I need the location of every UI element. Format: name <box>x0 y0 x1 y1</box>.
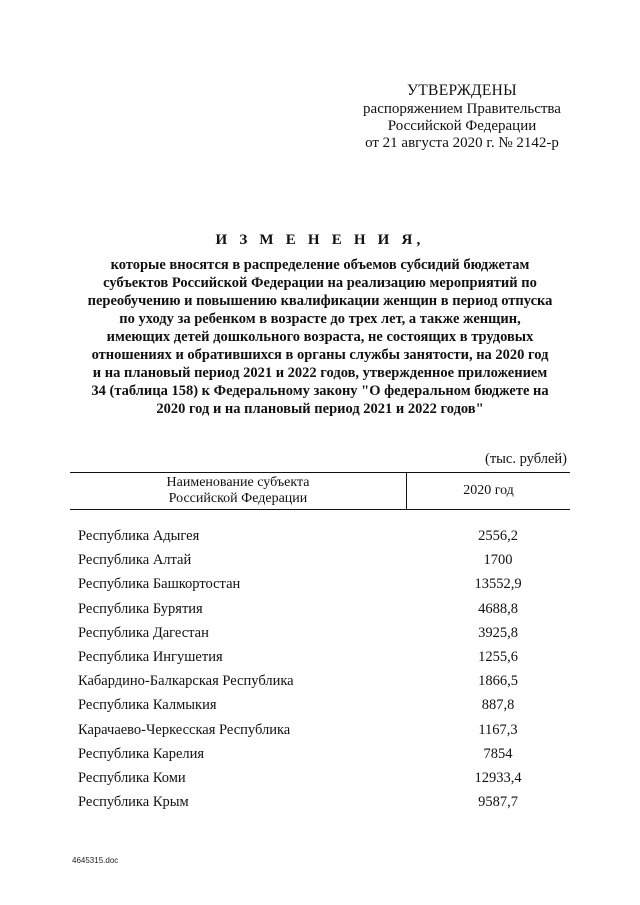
header-year: 2020 год <box>463 483 514 498</box>
title-line: и на плановый период 2021 и 2022 годов, утвержденное приложением <box>92 365 548 381</box>
region-value: 887,8 <box>481 697 515 714</box>
region-name: Республика Ингушетия <box>78 648 223 665</box>
header-region-name <box>70 473 407 509</box>
region-value: 12933,4 <box>474 769 522 786</box>
table-row <box>78 792 570 816</box>
region-name: Республика Калмыкия <box>78 697 217 714</box>
title-line: 2020 год и на плановый период 2021 и 2022 годов" <box>156 401 484 417</box>
region-value: 9587,7 <box>478 794 518 811</box>
approval-line-3: от 21 августа 2020 г. № 2142-р <box>365 135 559 151</box>
header-region-line-1: Наименование субъекта <box>166 475 310 490</box>
document-title <box>62 232 578 418</box>
region-name: Карачаево-Черкесская Республика <box>78 721 291 738</box>
title-line: переобучению и повышению квалификации женщин в период отпуска <box>87 293 553 309</box>
approval-line-2: Российской Федерации <box>387 118 537 134</box>
region-name: Республика Алтай <box>78 552 192 569</box>
document-file-reference: 4645315.doc <box>72 856 119 865</box>
table-row <box>78 671 570 695</box>
region-value: 13552,9 <box>474 576 522 593</box>
region-value: 1255,6 <box>478 648 518 665</box>
region-value: 7854 <box>483 745 513 762</box>
region-value: 4688,8 <box>478 600 518 617</box>
region-name: Республика Дагестан <box>78 624 209 641</box>
region-value: 1866,5 <box>478 673 518 690</box>
table-header <box>70 472 570 510</box>
title-line: отношениях и обратившихся в органы службы занятости, на 2020 год <box>91 347 549 363</box>
table-row <box>78 647 570 671</box>
table-row <box>78 574 570 598</box>
region-name: Республика Карелия <box>78 745 205 762</box>
table-row <box>78 720 570 744</box>
region-name: Республика Коми <box>78 769 186 786</box>
region-name: Республика Адыгея <box>78 528 200 544</box>
title-line: имеющих детей дошкольного возраста, не состоящих в трудовых <box>106 329 534 345</box>
region-value: 2556,2 <box>478 528 518 544</box>
approval-stamp <box>352 82 572 152</box>
table-row <box>78 744 570 768</box>
table-row <box>78 768 570 792</box>
approval-heading: УТВЕРЖДЕНЫ <box>407 82 517 99</box>
table-row <box>78 526 570 550</box>
region-value: 3925,8 <box>478 624 518 641</box>
title-line: которые вносятся в распределение объемов субсидий бюджетам <box>110 257 530 273</box>
region-name: Кабардино-Балкарская Республика <box>78 673 294 690</box>
units-label: (тыс. рублей) <box>485 451 567 467</box>
table-row <box>78 623 570 647</box>
title-heading: И З М Е Н Е Н И Я, <box>215 232 425 248</box>
title-line: субъектов Российской Федерации на реализацию мероприятий по <box>103 275 537 291</box>
region-value: 1700 <box>483 552 513 569</box>
table-row <box>78 599 570 623</box>
region-value: 1167,3 <box>478 721 518 738</box>
approval-line-1: распоряжением Правительства <box>363 101 561 117</box>
header-region-line-2: Российской Федерации <box>168 491 308 506</box>
region-name: Республика Башкортостан <box>78 576 241 593</box>
title-description <box>62 256 578 418</box>
title-line: 34 (таблица 158) к Федеральному закону "О федеральном бюджете на <box>91 383 549 399</box>
table-body <box>78 526 570 816</box>
table-row <box>78 695 570 719</box>
title-line: по уходу за ребенком в возрасте до трех лет, а также женщин, <box>119 311 521 327</box>
region-name: Республика Бурятия <box>78 600 203 617</box>
table-row <box>78 550 570 574</box>
region-name: Республика Крым <box>78 794 189 811</box>
